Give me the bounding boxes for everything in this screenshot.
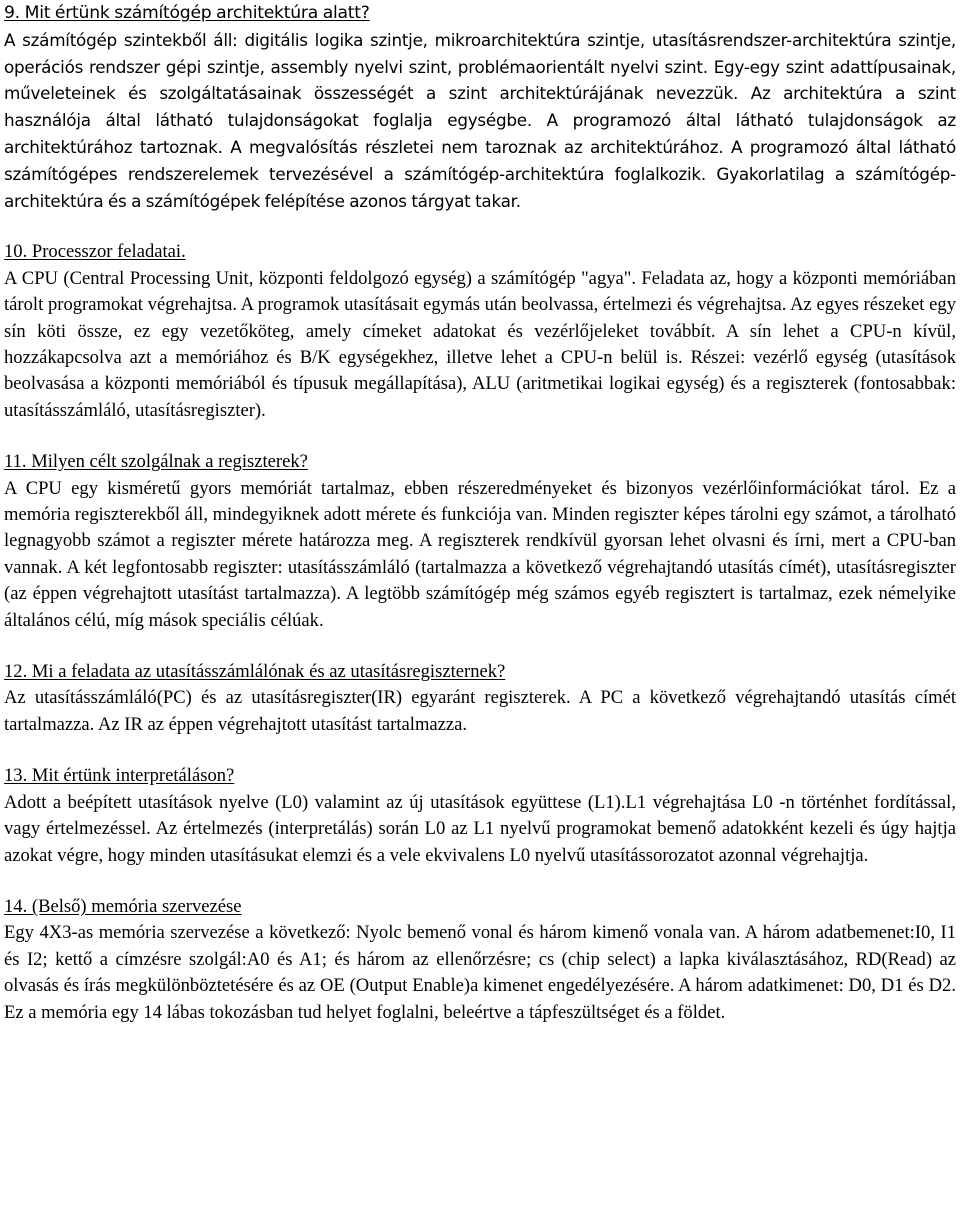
- section-14: [4, 894, 956, 1026]
- section-body: A CPU egy kisméretű gyors memóriát tartalmaz, ebben részeredményeket és bizonyos vezérlőinformációkat tárol. Ez a memória regiszterekből áll, mindegyiknek adott mérete és funkciója van. Minden regiszter képes tárolni egy számot, a tárolható legnagyobb számot a regiszter mérete határozza meg. A regiszterek rendkívül gyorsan lehet olvasni és írni, mert a CPU-ban vannak. A két legfontosabb regiszter: utasításszámláló (tartalmazza a következő végrehajtandó utasítás címét), utasításregiszter (az éppen végrehajtott utasítást tartalmazza). A legtöbb számítógép még számos egyéb regisztert is tartalmaz, ezek némelyike általános célú, míg mások speciális célúak.: [4, 477, 956, 631]
- section-body: Egy 4X3-as memória szervezése a következő: Nyolc bemenő vonal és három kimenő vonala van. A három adatbemenet:I0, I1 és I2; kettő a címzésre szolgál:A0 és A1; és három az ellenőrzésre; cs (chip select) a lapka kiválasztásához, RD(Read) az olvasás és írás megkülönböztetésére és az OE (Output Enable)a kimenet engedélyezésére. A három adatkimenet: D0, D1 és D2. Ez a memória egy 14 lábas tokozásban tud helyet foglalni, beleértve a tápfeszültséget és a földet.: [4, 922, 956, 1023]
- section-body: Az utasításszámláló(PC) és az utasításregiszter(IR) egyaránt regiszterek. A PC a következő végrehajtandó utasítás címét tartalmazza. Az IR az éppen végrehajtott utasítást tartalmazza.: [4, 687, 956, 735]
- document-page: [4, 0, 956, 1026]
- section-9: [4, 0, 956, 214]
- section-heading: 14. (Belső) memória szervezése: [4, 895, 242, 917]
- section-body: Adott a beépített utasítások nyelve (L0) valamint az új utasítások együttese (L1).L1 végrehajtása L0 -n történhet fordítással, vagy értelmezéssel. Az értelmezés (interpretálás) során L0 az L1 nyelvű programokat bemenő adatokként kezeli és úgy hajtja azokat végre, hogy minden utasításukat elemzi és a vele ekvivalens L0 nyelvű utasítássorozatot azonnal végrehajtja.: [4, 791, 956, 866]
- section-heading: 11. Milyen célt szolgálnak a regiszterek?: [4, 451, 308, 473]
- section-13: [4, 763, 956, 869]
- section-body: A CPU (Central Processing Unit, központi feldolgozó egység) a számítógép "agya". Feladata az, hogy a központi memóriában tárolt programokat végrehajtsa. A programok utasításait egymás után beolvassa, értelmezi és végrehajtsa. Az egyes részeket egy sín köti össze, ez egy vezetőköteg, amely címeket adatokat és vezérlőjeleket továbbít. A sín lehet a CPU-n kívül, hozzákapcsolva azt a memóriához és B/K egységekhez, illetve lehet a CPU-n belül is. Részei: vezérlő egység (utasítások beolvasása a központi memóriából és típusuk megállapítása), ALU (aritmetikai logikai egység) és a regiszterek (fontosabbak: utasításszámláló, utasításregiszter).: [4, 267, 956, 421]
- section-body: A számítógép szintekből áll: digitális logika szintje, mikroarchitektúra szintje, utasításrendszer-architektúra szintje, operációs rendszer gépi szintje, assembly nyelvi szint, problémaorientált nyelvi szint. Egy-egy szint adattípusainak, műveleteinek és szolgáltatásainak összességét a szint architektúrájának nevezzük. Az architektúra a szint használója által látható tulajdonságokat foglalja egységbe. A programozó által látható tulajdonságok az architektúrához tartoznak. A megvalósítás részletei nem taroznak az architektúrához. A programozó által látható számítógépes rendszerelemek tervezésével a számítógép-architektúra foglalkozik. Gyakorlatilag a számítógép-architektúra és a számítógépek felépítése azonos tárgyat takar.: [4, 29, 956, 211]
- section-heading: 9. Mit értünk számítógép architektúra alatt?: [4, 3, 370, 23]
- section-heading: 12. Mi a feladata az utasításszámlálónak és az utasításregiszternek?: [4, 661, 506, 683]
- section-12: [4, 659, 956, 738]
- section-heading: 10. Processzor feladatai.: [4, 241, 186, 263]
- section-11: [4, 449, 956, 634]
- section-10: [4, 239, 956, 424]
- section-heading: 13. Mit értünk interpretáláson?: [4, 765, 235, 787]
